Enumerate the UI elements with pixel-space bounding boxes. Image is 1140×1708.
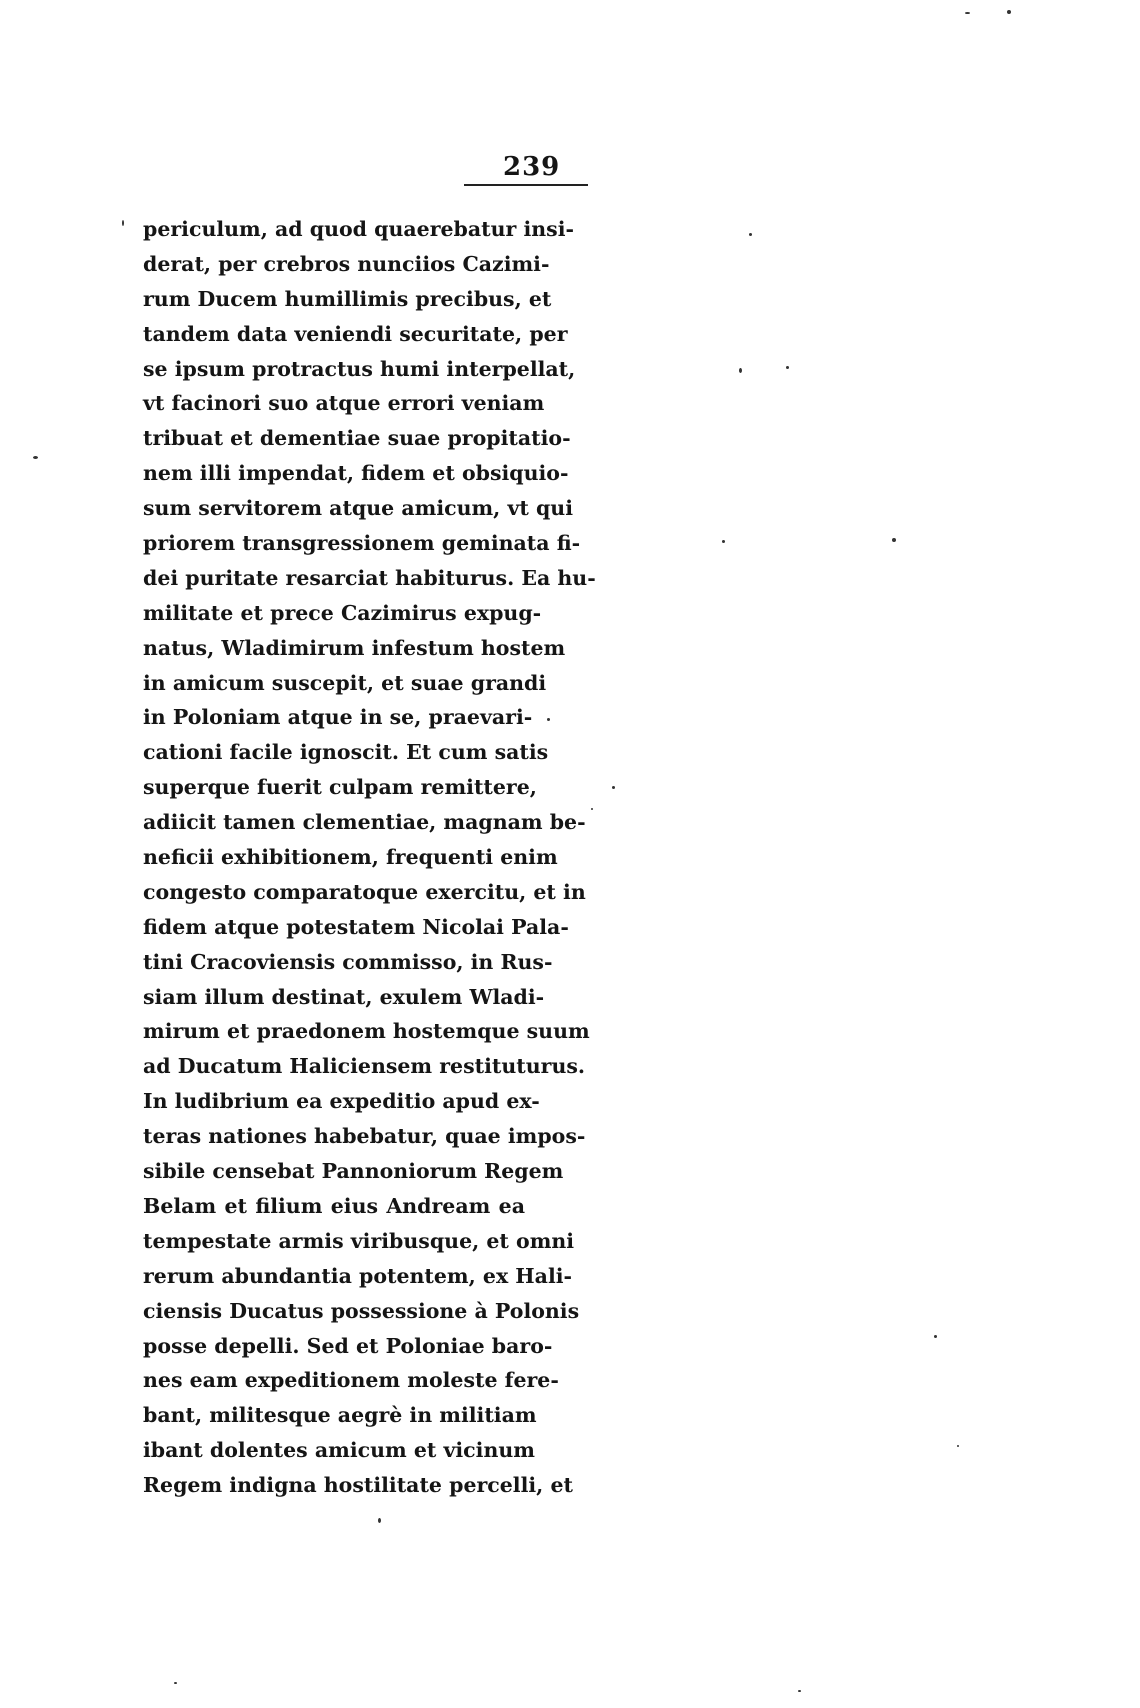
text-line: siam illum destinat, exulem Wladi- [143,984,545,1009]
text-line: mirum et praedonem hostemque suum [143,1019,590,1044]
scan-speck [612,786,615,789]
text-line: in Poloniam atque in se, praevari- [143,705,533,730]
text-line: in amicum suscepit, et suae grandi [143,670,547,695]
text-line: periculum, ad quod quaerebatur insi- [143,217,575,241]
scan-speck [1007,10,1011,14]
text-line: vt facinori suo atque errori veniam [143,391,545,416]
text-line: dei puritate resarciat habiturus. Ea hu- [143,565,596,590]
text-column [143,212,596,1503]
text-line: tempestate armis viribusque, et omni [143,1228,575,1253]
scan-speck [786,366,789,369]
text-line: tandem data veniendi securitate, per [143,321,568,346]
scan-speck [739,368,742,373]
scan-speck [957,1445,959,1447]
text-line: In ludibrium ea expeditio apud ex- [143,1089,540,1114]
page-number: 239 [503,152,561,182]
text-line: tini Cracoviensis commisso, in Rus- [143,949,553,974]
scan-speck [378,1518,381,1523]
scan-speck [798,1690,801,1692]
text-line: sibile censebat Pannoniorum Regem [143,1159,564,1184]
text-line: cationi facile ignoscit. Et cum satis [143,740,549,765]
header-rule [464,184,588,186]
scan-speck [122,220,124,226]
text-line: nes eam expeditionem moleste fere- [143,1368,559,1393]
text-line: rum Ducem humillimis precibus, et [143,286,552,311]
scan-speck [749,233,752,236]
text-line: Belam et filium eius Andream ea [143,1193,525,1218]
text-line: sum servitorem atque amicum, vt qui [143,496,573,521]
text-line: militate et prece Cazimirus expug- [143,600,542,625]
scan-speck [722,540,725,543]
text-line: superque fuerit culpam remittere, [143,775,537,800]
text-line: nem illi impendat, fidem et obsiquio- [143,461,569,486]
text-line: ad Ducatum Haliciensem restituturus. [143,1054,586,1079]
text-line: Regem indigna hostilitate percelli, et [143,1473,573,1498]
scan-speck [934,1335,937,1338]
text-line: teras nationes habebatur, quae impos- [143,1124,586,1149]
text-line: priorem transgressionem geminata fi- [143,531,581,556]
text-line: ibant dolentes amicum et vicinum [143,1438,535,1463]
text-line: derat, per crebros nunciios Cazimi- [143,251,550,276]
scan-speck [174,1682,177,1684]
text-line: natus, Wladimirum infestum hostem [143,635,566,660]
scan-speck [892,538,896,542]
text-line: fidem atque potestatem Nicolai Pala- [143,914,569,939]
text-line: se ipsum protractus humi interpellat, [143,356,576,381]
text-line: congesto comparatoque exercitu, et in [143,879,586,904]
scan-speck [591,808,593,810]
scan-speck [33,456,38,459]
text-line: tribuat et dementiae suae propitatio- [143,426,571,451]
text-line: bant, militesque aegrè in militiam [143,1403,537,1428]
text-line: adiicit tamen clementiae, magnam be- [143,810,586,835]
text-line: posse depelli. Sed et Poloniae baro- [143,1333,553,1358]
text-line: neficii exhibitionem, frequenti enim [143,845,558,870]
text-line: ciensis Ducatus possessione à Polonis [143,1298,580,1323]
text-line: rerum abundantia potentem, ex Hali- [143,1263,573,1288]
scan-speck [965,12,970,14]
scan-speck [547,718,550,721]
